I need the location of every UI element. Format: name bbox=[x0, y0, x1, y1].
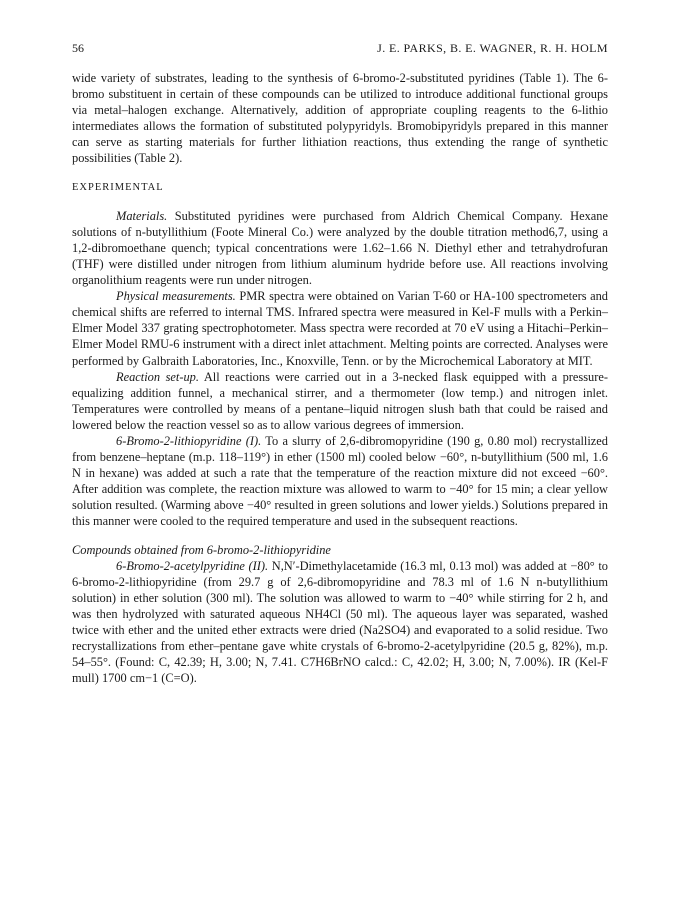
paragraph-body: PMR spectra were obtained on Varian T-60 or HA-100 spectrometers and chemical shifts are referred to internal TMS. Infrared spectra were measured in Kel-F mulls with a Perkin–Elmer Model 337 grating spectrophotometer. Mass spectra were recorded at 70 eV using a Hitachi–Perkin–Elmer Model RMU-6 instrument with a direct inlet attachment. Melting points are corrected. Analyses were performed by Galbraith Laboratories, Inc., Knoxville, Tenn. or by the Microchemical Laboratory at MIT. bbox=[72, 289, 608, 368]
running-head-authors: J. E. PARKS, B. E. WAGNER, R. H. HOLM bbox=[377, 41, 608, 55]
journal-page bbox=[72, 40, 608, 686]
paragraph-body: Substituted pyridines were purchased from Aldrich Chemical Company. Hexane solutions of n-butyllithium (Foote Mineral Co.) were analyzed by the double titration method6,7, using a 1,2-dibromoethane quench; typical concentrations were 1.62–1.66 N. Diethyl ether and tetrahydrofuran (THF) were distilled under nitrogen from lithium aluminum hydride before use. All reactions involving organolithium reagents were run under nitrogen. bbox=[72, 208, 608, 288]
paragraph-title: 6-Bromo-2-acetylpyridine (II). bbox=[116, 558, 269, 573]
paragraph-materials bbox=[72, 208, 608, 288]
running-header bbox=[72, 40, 608, 56]
paragraph-acetylpyridine bbox=[72, 558, 608, 687]
paragraph-body: To a slurry of 2,6-dibromopyridine (190 g, 0.80 mol) recrystallized from benzene–heptane (m.p. 118–119°) in ether (1500 ml) cooled below −60°, n-butyllithium (500 ml, 1.6 N in hexane) was added at such a rate that the temperature of the reaction mixture did not exceed −60°. After addition was complete, the reaction mixture was allowed to warm to −40° for 15 min; a clear yellow solution resulted. (Warming above −40° resulted in green solutions and lower yields.) Solutions prepared in this manner were cooled to the required temperature and used in the subsequent reactions. bbox=[72, 433, 608, 529]
paragraph-physical-measurements bbox=[72, 288, 608, 368]
section-heading-experimental: EXPERIMENTAL bbox=[72, 181, 164, 193]
paragraph-title: Physical measurements. bbox=[116, 289, 236, 304]
paragraph-body: All reactions were carried out in a 3-necked flask equipped with a pressure-equalizing addition funnel, a mechanical stirrer, and a thermometer (low temp.) and nitrogen inlet. Temperatures were controlled by means of a pentane–liquid nitrogen slush bath that could be raised and lowered below the reaction vessel so as to allow various degrees of immersion. bbox=[72, 369, 609, 432]
paragraph-body: N,N′-Dimethylacetamide (16.3 ml, 0.13 mol) was added at −80° to 6-bromo-2-lithiopyridine (from 29.7 g of 2,6-dibromopyridine and 78.3 ml of 1.6 N n-butyllithium solution) in ether solution (300 ml). The solution was allowed to warm to −40° while stirring for 2 h, and was then hydrolyzed with saturated aqueous NH4Cl (50 ml). The aqueous layer was separated, washed twice with ether and the united ether extracts were dried (Na2SO4) and evaporated to a solid residue. Two recrystallizations from ether–pentane gave white crystals of 6-bromo-2-acetylpyridine (20.5 g, 82%), m.p. 54–55°. (Found: C, 42.39; H, 3.00; N, 7.41. C7H6BrNO calcd.: C, 42.02; H, 3.00; N, 7.00%). IR (Kel-F mull) 1700 cm−1 (C=O). bbox=[72, 558, 608, 686]
paragraph-title: Materials. bbox=[116, 208, 168, 223]
intro-paragraph: wide variety of substrates, leading to the synthesis of 6-bromo-2-substituted pyridines (Table 1). The 6-bromo substituent in certain of these compounds can be utilized to introduce additional functional groups via metal–halogen exchange. Alternatively, addition of appropriate coupling reagents to the 6-lithio intermediates allows the formation of substituted polypyridyls. Bromobipyridyls prepared in this manner can serve as starting materials for further lithiation reactions, thus extending the range of synthetic possibilities (Table 2). bbox=[72, 71, 608, 166]
page-number: 56 bbox=[72, 41, 84, 55]
subsection-heading-compounds: Compounds obtained from 6-bromo-2-lithiopyridine bbox=[72, 542, 331, 557]
paragraph-reaction-setup bbox=[72, 369, 608, 433]
paragraph-title: 6-Bromo-2-lithiopyridine (I). bbox=[116, 433, 262, 448]
paragraph-lithiopyridine bbox=[72, 433, 608, 530]
paragraph-title: Reaction set-up. bbox=[116, 369, 199, 384]
